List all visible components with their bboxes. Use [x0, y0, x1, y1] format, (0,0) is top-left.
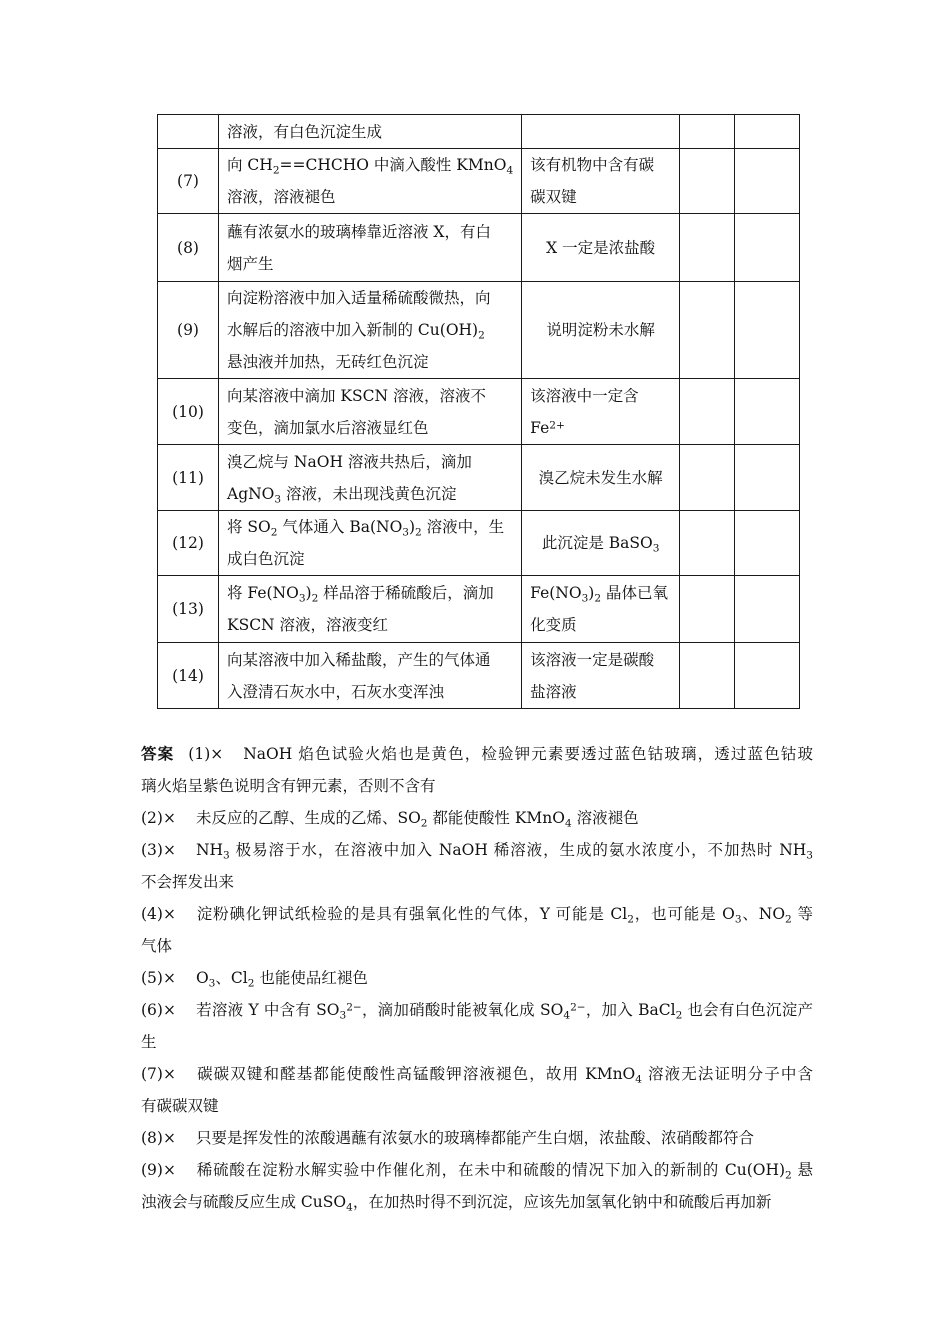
table-row — [158, 379, 800, 445]
answer-line — [141, 1058, 813, 1090]
operation-text: 蘸有浓氨水的玻璃棒靠近溶液 X，有白 — [227, 222, 491, 241]
operation-text: 将 $Fe(NO_3)_2$ 样品溶于稀硫酸后，滴加 — [227, 584, 494, 605]
answer-text: 气体 — [141, 937, 173, 955]
answer-line — [141, 770, 813, 802]
answer-text: $O_3$、$Cl_2$ 也能使品红褪色 — [195, 969, 368, 990]
operation-text: 水解后的溶液中加入新制的 $Cu(OH)_2$ — [227, 321, 485, 342]
item-number: (7) — [158, 149, 219, 214]
reason-cell — [735, 149, 800, 214]
operation-text: 向 $CH_2==CHCHO$ 中滴入酸性 KMnO$_4$ — [227, 156, 514, 177]
operation-text: 变色，滴加氯水后溶液显红色 — [227, 418, 429, 437]
table-row — [158, 149, 800, 214]
answer-mark: (3)× — [141, 841, 176, 859]
conclusion-cell — [522, 115, 680, 149]
reason-cell — [735, 214, 800, 282]
answer-text: 稀硫酸在淀粉水解实验中作催化剂，在未中和硫酸的情况下加入的新制的 $Cu(OH)_2$ 悬 — [195, 1161, 814, 1182]
judgment-cell — [680, 511, 735, 576]
conclusion-text: 该有机物中含有碳 — [530, 156, 655, 174]
judgment-cell — [680, 379, 735, 445]
operation-cell — [219, 643, 522, 709]
judgment-cell — [680, 643, 735, 709]
item-number — [158, 115, 219, 149]
reason-cell — [735, 445, 800, 511]
conclusion-cell — [522, 511, 680, 576]
table-row — [158, 115, 800, 149]
operation-text: AgNO$_3$ 溶液，未出现浅黄色沉淀 — [227, 484, 457, 506]
answer-line — [141, 1026, 813, 1058]
conclusion-text: 此沉淀是 BaSO$_3$ — [541, 534, 660, 555]
reason-cell — [735, 511, 800, 576]
reason-cell — [735, 643, 800, 709]
answer-label: 答案 — [141, 744, 175, 763]
operation-text: 入澄清石灰水中，石灰水变浑浊 — [227, 682, 445, 701]
operation-cell — [219, 576, 522, 643]
operation-text: 溴乙烷与 NaOH 溶液共热后，滴加 — [227, 452, 472, 471]
operation-cell — [219, 445, 522, 511]
item-number: (13) — [158, 576, 219, 643]
item-number: (11) — [158, 445, 219, 511]
answer-section — [141, 738, 813, 1218]
operation-text: 溶液，溶液褪色 — [227, 188, 336, 206]
answer-text: 浊液会与硫酸反应生成 CuSO$_4$，在加热时得不到沉淀，应该先加氢氧化钠中和硫酸后再加新 — [141, 1193, 772, 1214]
conclusion-text: X 一定是浓盐酸 — [546, 238, 656, 257]
table-row — [158, 576, 800, 643]
answer-line — [141, 962, 813, 994]
answer-mark: (4)× — [141, 905, 176, 923]
conclusion-text: 碳双键 — [530, 188, 577, 206]
conclusion-cell — [522, 379, 680, 445]
answer-mark: (2)× — [141, 809, 176, 827]
operation-cell — [219, 115, 522, 149]
conclusion-text: 盐溶液 — [530, 682, 577, 701]
operation-cell — [219, 282, 522, 379]
answer-line — [141, 738, 813, 770]
answer-text: $NH_3$ 极易溶于水，在溶液中加入 NaOH 稀溶液，生成的氨水浓度小，不加热时 $NH_3$ — [195, 841, 813, 862]
operation-text: 烟产生 — [227, 254, 274, 273]
answer-line — [141, 1154, 813, 1186]
answer-line — [141, 994, 813, 1026]
conclusion-text: 溴乙烷未发生水解 — [538, 468, 663, 487]
operation-cell — [219, 214, 522, 282]
judgment-cell — [680, 214, 735, 282]
conclusion-cell — [522, 576, 680, 643]
answer-line — [141, 930, 813, 962]
answer-text: 淀粉碘化钾试纸检验的是具有强氧化性的气体，Y 可能是 $Cl_2$，也可能是 $O_3$、$NO_2$ 等 — [195, 905, 813, 926]
conclusion-text: 说明淀粉未水解 — [546, 321, 655, 339]
experiment-judgment-table — [157, 114, 800, 709]
answer-line — [141, 802, 813, 834]
answer-text: 璃火焰呈紫色说明含有钾元素，否则不含有 — [141, 777, 436, 795]
table-row — [158, 445, 800, 511]
item-number: (8) — [158, 214, 219, 282]
operation-cell — [219, 149, 522, 214]
reason-cell — [735, 282, 800, 379]
operation-text: 向淀粉溶液中加入适量稀硫酸微热，向 — [227, 289, 491, 307]
conclusion-text: 该溶液中一定含 — [530, 386, 639, 405]
answer-line — [141, 866, 813, 898]
item-number: (12) — [158, 511, 219, 576]
conclusion-cell — [522, 149, 680, 214]
table-row — [158, 511, 800, 576]
judgment-cell — [680, 576, 735, 643]
conclusion-cell — [522, 282, 680, 379]
answer-mark: (5)× — [141, 969, 176, 987]
answer-text: NaOH 焰色试验火焰也是黄色，检验钾元素要透过蓝色钴玻璃，透过蓝色钴玻 — [243, 745, 813, 763]
answer-text: 碳碳双键和醛基都能使酸性高锰酸钾溶液褪色，故用 KMnO$_4$ 溶液无法证明分子中含 — [195, 1065, 813, 1086]
table-row — [158, 282, 800, 379]
answer-line — [141, 1186, 813, 1218]
judgment-cell — [680, 282, 735, 379]
item-number: (14) — [158, 643, 219, 709]
conclusion-text: 该溶液一定是碳酸 — [530, 650, 655, 669]
reason-cell — [735, 115, 800, 149]
reason-cell — [735, 576, 800, 643]
table-row — [158, 643, 800, 709]
answer-text: 生 — [141, 1033, 157, 1051]
judgment-cell — [680, 115, 735, 149]
operation-text: 成白色沉淀 — [227, 550, 305, 568]
answer-text: 有碳碳双键 — [141, 1097, 219, 1115]
operation-text: 悬浊液并加热，无砖红色沉淀 — [227, 353, 429, 371]
answer-mark: (7)× — [141, 1065, 176, 1083]
conclusion-cell — [522, 214, 680, 282]
answer-text: 只要是挥发性的浓酸遇蘸有浓氨水的玻璃棒都能产生白烟，浓盐酸、浓硝酸都符合 — [195, 1129, 754, 1147]
answer-text: 不会挥发出来 — [141, 873, 235, 891]
answer-mark: (6)× — [141, 1001, 176, 1019]
operation-text: 将 $SO_2$ 气体通入 $Ba(NO_3)_2$ 溶液中，生 — [227, 518, 505, 539]
conclusion-text: $Fe(NO_3)_2$ 晶体已氧 — [530, 584, 668, 605]
judgment-cell — [680, 149, 735, 214]
operation-cell — [219, 379, 522, 445]
answer-line — [141, 898, 813, 930]
conclusion-cell — [522, 643, 680, 709]
conclusion-text: 化变质 — [530, 616, 577, 634]
answer-text: 若溶液 Y 中含有 $SO_3^{2-}$，滴加硝酸时能被氧化成 $SO_4^{2-}$，加入 BaCl$_2$ 也会有白色沉淀产 — [195, 1001, 813, 1022]
answer-line — [141, 834, 813, 866]
conclusion-text: $Fe^{2+}$ — [530, 418, 565, 437]
conclusion-cell — [522, 445, 680, 511]
judgment-cell — [680, 445, 735, 511]
item-number: (10) — [158, 379, 219, 445]
operation-text: KSCN 溶液，溶液变红 — [227, 616, 389, 634]
operation-text: 向某溶液中加入稀盐酸，产生的气体通 — [227, 650, 491, 669]
answer-mark: (8)× — [141, 1129, 176, 1147]
table-row — [158, 214, 800, 282]
answer-mark: (9)× — [141, 1161, 176, 1179]
answer-mark: (1)× — [188, 745, 224, 763]
item-number: (9) — [158, 282, 219, 379]
operation-text: 溶液，有白色沉淀生成 — [227, 122, 383, 141]
reason-cell — [735, 379, 800, 445]
answer-text: 未反应的乙醇、生成的乙烯、$SO_2$ 都能使酸性 KMnO$_4$ 溶液褪色 — [195, 809, 639, 830]
answer-line — [141, 1122, 813, 1154]
operation-cell — [219, 511, 522, 576]
operation-text: 向某溶液中滴加 KSCN 溶液，溶液不 — [227, 386, 486, 405]
answer-line — [141, 1090, 813, 1122]
